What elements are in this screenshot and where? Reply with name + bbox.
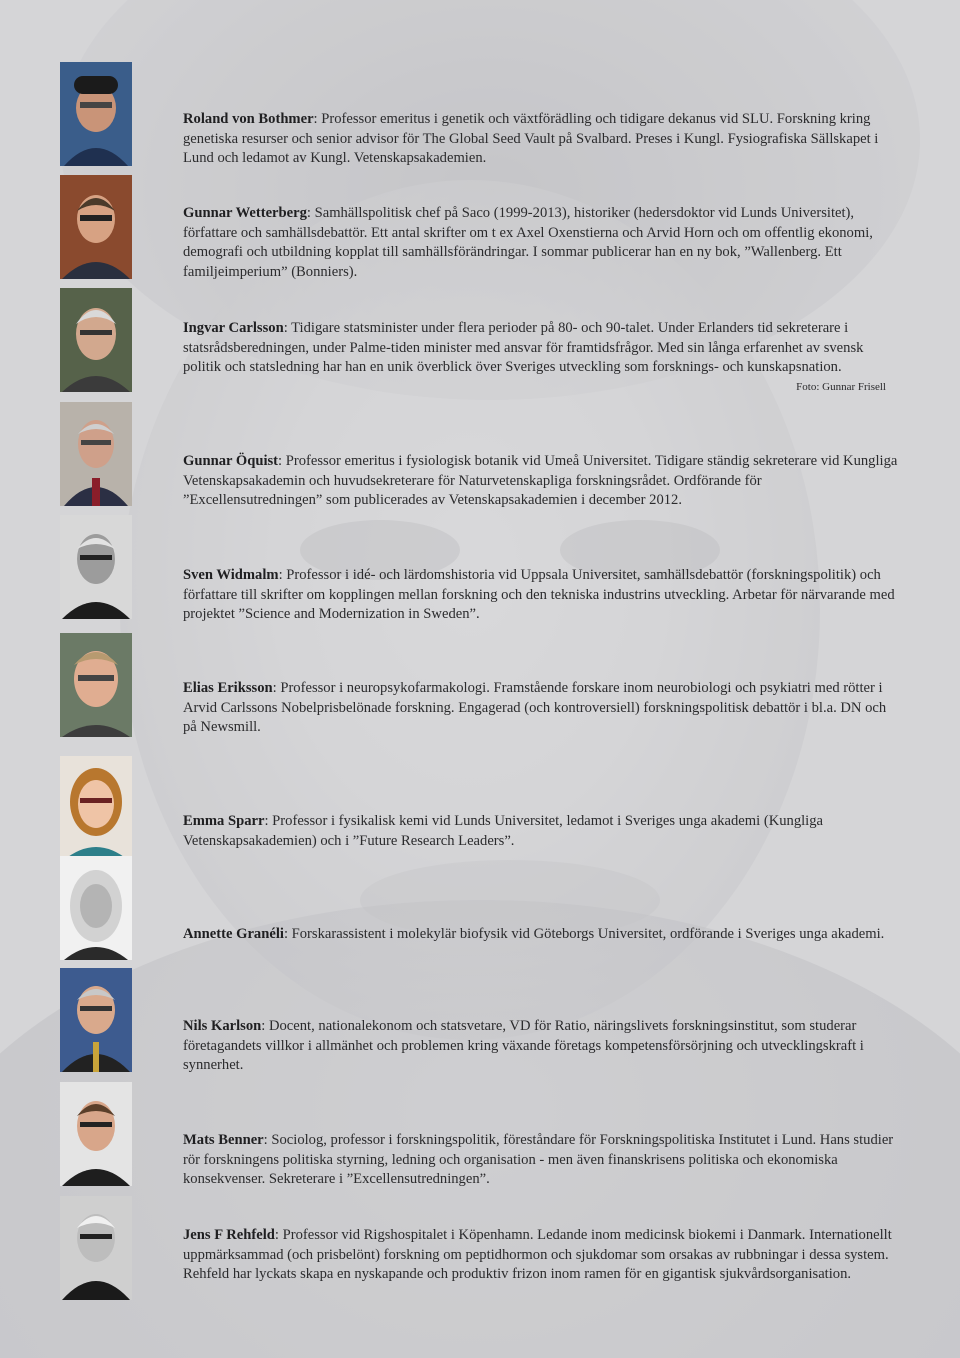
portrait-photo bbox=[60, 1082, 132, 1186]
portrait-photo bbox=[60, 633, 132, 737]
person-description: : Forskarassistent i molekylär biofysik vid Göteborgs Universitet, ordförande i Sveriges unga akademi. bbox=[283, 926, 885, 942]
person-description: : Docent, nationalekonom och statsvetare, VD för Ratio, näringslivets forskningsinstitut, som studerar företagandets villkor i allmänhet och problemen kring växande företags kompetensförsörjning och utvecklingskraft i synnerhet. bbox=[183, 1018, 864, 1073]
person-name: Nils Karlson bbox=[183, 1018, 262, 1034]
person-name: Roland von Bothmer bbox=[183, 111, 314, 127]
portrait-photo bbox=[60, 515, 132, 619]
portrait-photo bbox=[60, 968, 132, 1072]
person-name: Sven Widmalm bbox=[183, 567, 279, 583]
person-description: : Professor i fysikalisk kemi vid Lunds Universitet, ledamot i Sveriges unga akademi (Kungliga Vetenskapsakademien) och i ”Future Research Leaders”. bbox=[183, 813, 824, 849]
person-name: Mats Benner bbox=[183, 1132, 264, 1148]
portrait-photo bbox=[60, 756, 132, 860]
portrait-photo bbox=[60, 1196, 132, 1300]
person-description: : Sociolog, professor i forskningspolitik, föreståndare för Forskningspolitiska Institutet i Lund. Hans studier rör forskningens politiska styrning, ledning och organisation - men även finanskrisens politiska och ekonomiska konsekvenser. Sekreterare i ”Excellensutredningen”. bbox=[183, 1132, 894, 1187]
person-name: Emma Sparr bbox=[183, 813, 265, 829]
person-name: Gunnar Öquist bbox=[183, 453, 279, 469]
person-description: : Professor vid Rigshospitalet i Köpenhamn. Ledande inom medicinsk biokemi i Danmark. Internationellt uppmärksammad (och prisbelönt) forskning om peptidhormon och sjukdomar som orsakas av rubbningar i dessa system. Rehfeld har lyckats skapa en nyskapande och produktiv frizon inom ramen för en gigantisk sjukvårdsorganisation. bbox=[183, 1227, 892, 1282]
person-description: : Samhällspolitisk chef på Saco (1999-2013), historiker (hedersdoktor vid Lunds Universitet), författare och samhällsdebattör. Ett antal skrifter om t ex Axel Oxenstierna och Arvid Horn och om offentlig ekonomi, demografi och utbildning kopplat till samhällsförändringar. I sommar publicerar han en ny bok, ”Wallenberg. Ett familjeimperium” (Bonniers). bbox=[183, 205, 873, 280]
person-description: : Professor emeritus i genetik och växtförädling och tidigare dekanus vid SLU. Forskning kring genetiska resurser och senior advisor för The Global Seed Vault på Svalbard. Preses i Kungl. Fysiografiska Sällskapet i Lund och ledamot av Kungl. Vetenskapsakademien. bbox=[183, 111, 879, 166]
portrait-photo bbox=[60, 62, 132, 166]
portrait-photo bbox=[60, 402, 132, 506]
person-description: : Professor i neuropsykofarmakologi. Framstående forskare inom neurobiologi och psykiatri med rötter i Arvid Carlssons Nobelprisbelönade forskning. Engagerad (och kontroversiell) forskningspolitisk debattör i bl.a. DN och på Newsmill. bbox=[183, 680, 887, 735]
person-name: Elias Eriksson bbox=[183, 680, 273, 696]
person-name: Ingvar Carlsson bbox=[183, 320, 284, 336]
portrait-photo bbox=[60, 856, 132, 960]
photo-credit: Foto: Gunnar Frisell bbox=[796, 381, 886, 393]
person-description: : Professor emeritus i fysiologisk botanik vid Umeå Universitet. Tidigare ständig sekreterare vid Kungliga Vetenskapsakademin och huvudsekreterare för Naturvetenskapliga forskningsrådet. Ordförande för ”Excellensutredningen” som publicerades av Vetenskapsakademien i december 2012. bbox=[183, 453, 898, 508]
person-description: : Tidigare statsminister under flera perioder på 80- och 90-talet. Under Erlanders tid sekreterare i statsrådsberedningen, under Palme-tiden minister med ansvar för framtidsfrågor. Med sin långa erfarenhet av svensk politik och statsledning har han en unik överblick över Sveriges utveckling som forsknings- och kunskapsnation. bbox=[183, 320, 864, 375]
person-name: Annette Granéli bbox=[183, 926, 284, 942]
portrait-photo bbox=[60, 288, 132, 392]
portrait-photo bbox=[60, 175, 132, 279]
person-name: Gunnar Wetterberg bbox=[183, 205, 307, 221]
person-description: : Professor i idé- och lärdomshistoria vid Uppsala Universitet, samhällsdebattör (forskningspolitik) och författare till skrifter om kopplingen mellan forskning och den tekniska industrins utveckling. Arbetar för närvarande med projektet ”Science and Modernization in Sweden”. bbox=[183, 567, 895, 622]
person-name: Jens F Rehfeld bbox=[183, 1227, 275, 1243]
